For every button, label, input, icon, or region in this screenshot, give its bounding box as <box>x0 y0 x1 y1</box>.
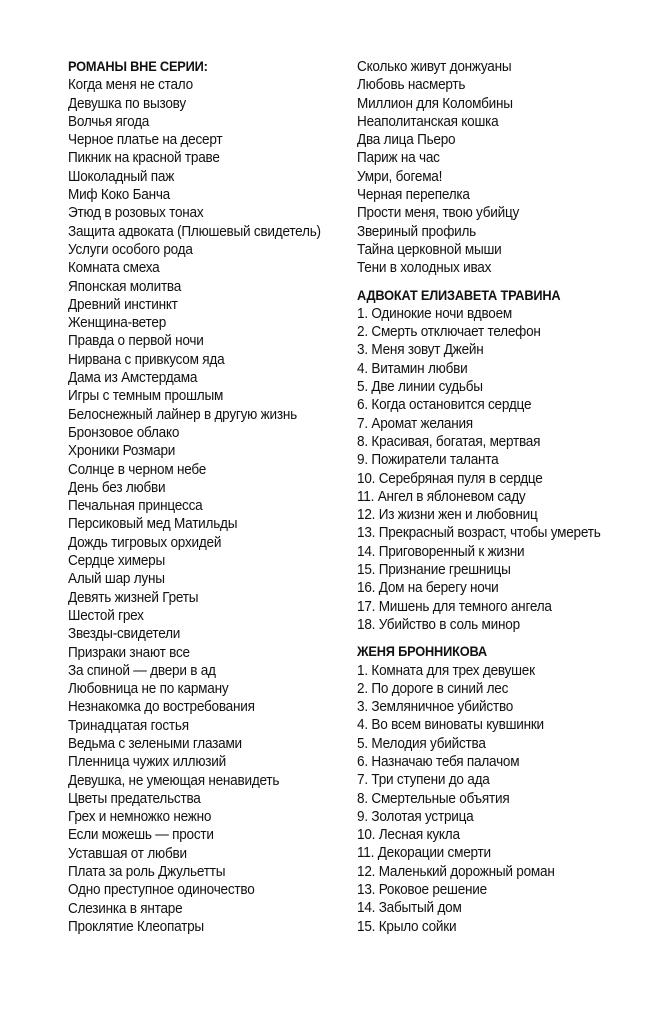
list-item: 11. Декорации смерти <box>357 845 491 862</box>
list-item: Защита адвоката (Плюшевый свидетель) <box>68 223 321 240</box>
list-item: Призраки знают все <box>68 644 190 661</box>
list-item: Женщина-ветер <box>68 315 167 332</box>
standalone-novels-continued-list <box>357 58 642 278</box>
list-item: Черное платье на десерт <box>68 132 223 149</box>
list-item: Персиковый мед Матильды <box>68 516 238 533</box>
list-item: Шестой грех <box>68 607 144 624</box>
list-item: 14. Приговоренный к жизни <box>357 543 525 560</box>
list-item: 18. Убийство в соль минор <box>357 616 520 633</box>
list-item: 12. Маленький дорожный роман <box>357 863 555 880</box>
list-item: Нирвана с привкусом яда <box>68 351 225 368</box>
list-item: Цветы предательства <box>68 790 201 807</box>
list-item: 6. Назначаю тебя палачом <box>357 753 520 770</box>
list-item: Незнакомка до востребования <box>68 699 255 716</box>
list-item: 1. Комната для трех девушек <box>357 662 535 679</box>
travina-series-list <box>357 305 642 634</box>
list-item: 11. Ангел в яблоневом саду <box>357 488 526 505</box>
list-item: Девять жизней Греты <box>68 589 199 606</box>
list-item: 10. Лесная кукла <box>357 827 460 844</box>
left-column <box>68 58 343 936</box>
section-spacer <box>357 634 642 643</box>
list-item: 12. Из жизни жен и любовниц <box>357 507 538 524</box>
list-item: Звериный профиль <box>357 223 477 240</box>
standalone-novels-list <box>68 76 343 936</box>
list-item: 5. Мелодия убийства <box>357 735 486 752</box>
list-item: Пленница чужих иллюзий <box>68 754 226 771</box>
list-item: Умри, богема! <box>357 168 443 185</box>
list-item: 15. Крыло сойки <box>357 918 457 935</box>
section-heading-standalone-novels: РОМАНЫ ВНЕ СЕРИИ: <box>68 59 208 74</box>
list-item: Девушка, не умеющая ненавидеть <box>68 772 280 789</box>
list-item: Бронзовое облако <box>68 424 180 441</box>
list-item: 9. Пожиратели таланта <box>357 452 499 469</box>
list-item: Тайна церковной мыши <box>357 241 502 258</box>
section-heading-bronnikova: ЖЕНЯ БРОННИКОВА <box>357 644 487 660</box>
list-item: 13. Прекрасный возраст, чтобы умереть <box>357 525 601 542</box>
list-item: Уставшая от любви <box>68 845 187 862</box>
list-item: Неаполитанская кошка <box>357 113 499 130</box>
list-item: Хроники Розмари <box>68 443 176 460</box>
list-item: 4. Витамин любви <box>357 360 468 377</box>
list-item: 8. Смертельные объятия <box>357 790 510 807</box>
list-item: Звезды-свидетели <box>68 626 181 643</box>
list-item: Одно преступное одиночество <box>68 882 255 899</box>
list-item: 2. По дороге в синий лес <box>357 680 509 697</box>
list-item: Ведьма с зелеными глазами <box>68 735 242 752</box>
list-item: Шоколадный паж <box>68 168 175 185</box>
list-item: Девушка по вызову <box>68 95 186 112</box>
list-item: 16. Дом на берегу ночи <box>357 580 499 597</box>
list-item: 10. Серебряная пуля в сердце <box>357 470 543 487</box>
list-item: Комната смеха <box>68 260 160 277</box>
list-item: Плата за роль Джульетты <box>68 864 226 881</box>
list-item: 17. Мишень для темного ангела <box>357 598 552 615</box>
list-item: Дождь тигровых орхидей <box>68 534 222 551</box>
bronnikova-series-list <box>357 662 642 936</box>
list-item: Если можешь — прости <box>68 827 214 844</box>
list-item: 1. Одинокие ночи вдвоем <box>357 305 513 322</box>
list-item: Пикник на красной траве <box>68 150 220 167</box>
list-item: 14. Забытый дом <box>357 900 462 917</box>
list-item: 13. Роковое решение <box>357 882 487 899</box>
list-item: Дама из Амстердама <box>68 370 198 387</box>
list-item: Сколько живут донжуаны <box>357 59 512 75</box>
list-item: Прости меня, твою убийцу <box>357 205 520 222</box>
list-item: 4. Во всем виноваты кувшинки <box>357 717 544 734</box>
list-item: Проклятие Клеопатры <box>68 918 204 935</box>
list-item: 7. Три ступени до ада <box>357 772 490 789</box>
section-heading-travina: АДВОКАТ ЕЛИЗАВЕТА ТРАВИНА <box>357 287 561 303</box>
list-item: 6. Когда остановится сердце <box>357 397 532 414</box>
list-item: Любовница не по карману <box>68 681 229 698</box>
list-item: Миф Коко Банча <box>68 187 171 204</box>
list-item: 3. Меня зовут Джейн <box>357 342 484 359</box>
list-item: Этюд в розовых тонах <box>68 205 204 222</box>
list-item: Грех и немножко нежно <box>68 809 212 826</box>
list-item: Белоснежный лайнер в другую жизнь <box>68 406 297 423</box>
list-item: 15. Признание грешницы <box>357 562 511 579</box>
list-item: Тринадцатая гостья <box>68 717 189 734</box>
right-column <box>357 58 642 936</box>
list-item: Услуги особого рода <box>68 241 193 258</box>
list-item: Черная перепелка <box>357 187 470 204</box>
list-item: Два лица Пьеро <box>357 132 456 149</box>
list-item: 9. Золотая устрица <box>357 808 474 825</box>
list-item: 5. Две линии судьбы <box>357 379 483 396</box>
section-spacer <box>357 278 642 287</box>
list-item: Сердце химеры <box>68 553 165 570</box>
list-item: Когда меня не стало <box>68 77 193 94</box>
list-item: 7. Аромат желания <box>357 415 473 432</box>
list-item: Древний инстинкт <box>68 296 178 313</box>
list-item: День без любви <box>68 479 166 496</box>
list-item: Тени в холодных ивах <box>357 260 492 277</box>
list-item: Игры с темным прошлым <box>68 388 224 405</box>
list-item: 8. Красивая, богатая, мертвая <box>357 433 541 450</box>
list-item: Алый шар луны <box>68 571 165 588</box>
list-item: Японская молитва <box>68 278 182 295</box>
list-item: Слезинка в янтаре <box>68 900 183 917</box>
list-item: Печальная принцесса <box>68 498 203 515</box>
list-item: 3. Земляничное убийство <box>357 699 514 716</box>
list-item: За спиной — двери в ад <box>68 662 216 679</box>
list-item: 2. Смерть отключает телефон <box>357 324 541 341</box>
list-item: Солнце в черном небе <box>68 461 207 478</box>
list-item: Париж на час <box>357 150 440 167</box>
list-item: Волчья ягода <box>68 113 150 130</box>
list-item: Миллион для Коломбины <box>357 95 513 112</box>
list-item: Правда о первой ночи <box>68 333 204 350</box>
list-item: Любовь насмерть <box>357 77 466 94</box>
